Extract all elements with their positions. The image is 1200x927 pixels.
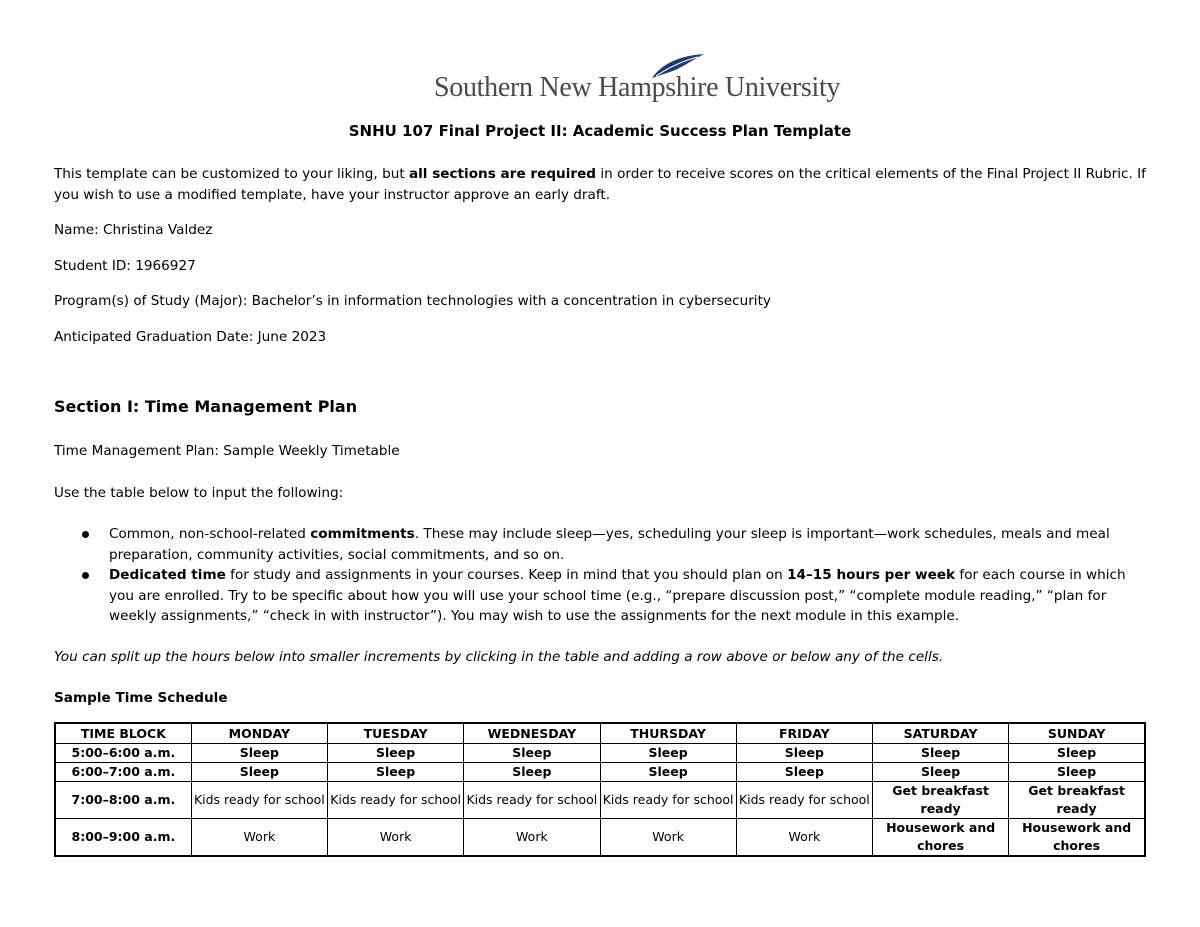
table-cell[interactable]: Sleep bbox=[736, 744, 872, 763]
bullet-bold: Dedicated time bbox=[109, 567, 226, 583]
header-cell: MONDAY bbox=[191, 723, 327, 744]
bullet-icon bbox=[82, 531, 89, 538]
table-cell[interactable]: Work bbox=[600, 819, 736, 857]
student-id-field: Student ID: 1966927 bbox=[54, 258, 196, 274]
header-cell: TIME BLOCK bbox=[55, 723, 191, 744]
table-cell[interactable]: Sleep bbox=[600, 744, 736, 763]
bullet-bold: commitments bbox=[310, 526, 415, 542]
table-cell[interactable]: 7:00–8:00 a.m. bbox=[55, 782, 191, 819]
bullet-list bbox=[54, 524, 1154, 627]
bullet-text: Common, non-school-related bbox=[109, 526, 311, 542]
list-item bbox=[54, 565, 1154, 627]
table-cell[interactable]: Sleep bbox=[328, 744, 464, 763]
list-item bbox=[54, 524, 1154, 565]
table-cell[interactable]: Get breakfast ready bbox=[873, 782, 1009, 819]
header-cell: WEDNESDAY bbox=[464, 723, 600, 744]
table-cell[interactable]: Kids ready for school bbox=[736, 782, 872, 819]
table-cell[interactable]: Kids ready for school bbox=[600, 782, 736, 819]
table-row bbox=[55, 782, 1145, 819]
table-cell[interactable]: Work bbox=[464, 819, 600, 857]
table-instruction: Use the table below to input the following: bbox=[54, 485, 344, 501]
intro-text-1: This template can be customized to your liking, but bbox=[54, 166, 409, 182]
table-cell[interactable]: 8:00–9:00 a.m. bbox=[55, 819, 191, 857]
header-cell: FRIDAY bbox=[736, 723, 872, 744]
bullet-text: . These may include sleep—yes, scheduling your sleep is important—work schedules, meals and meal preparation, community activities, social commitments, and so on. bbox=[109, 526, 1110, 563]
table-cell[interactable]: 5:00–6:00 a.m. bbox=[55, 744, 191, 763]
schedule-table bbox=[54, 722, 1146, 857]
table-cell[interactable]: Get breakfast ready bbox=[1009, 782, 1145, 819]
table-cell[interactable]: Sleep bbox=[328, 763, 464, 782]
graduation-field: Anticipated Graduation Date: June 2023 bbox=[54, 329, 327, 345]
table-cell[interactable]: Sleep bbox=[736, 763, 872, 782]
table-cell[interactable]: Kids ready for school bbox=[464, 782, 600, 819]
intro-bold: all sections are required bbox=[408, 166, 597, 182]
table-cell[interactable]: Housework and chores bbox=[873, 819, 1009, 857]
table-cell[interactable]: Sleep bbox=[1009, 744, 1145, 763]
name-field: Name: Christina Valdez bbox=[54, 222, 213, 238]
table-cell[interactable]: Kids ready for school bbox=[328, 782, 464, 819]
table-cell[interactable]: Sleep bbox=[191, 744, 327, 763]
table-row bbox=[55, 763, 1145, 782]
section-heading: Section I: Time Management Plan bbox=[54, 397, 358, 416]
logo-wordmark: Southern New Hampshire University bbox=[434, 72, 841, 103]
table-cell[interactable]: 6:00–7:00 a.m. bbox=[55, 763, 191, 782]
table-cell[interactable]: Sleep bbox=[600, 763, 736, 782]
table-cell[interactable]: Work bbox=[736, 819, 872, 857]
table-cell[interactable]: Work bbox=[191, 819, 327, 857]
header-cell: SUNDAY bbox=[1009, 723, 1145, 744]
table-header-row bbox=[55, 723, 1145, 744]
table-cell[interactable]: Kids ready for school bbox=[191, 782, 327, 819]
table-row bbox=[55, 744, 1145, 763]
table-cell[interactable]: Sleep bbox=[464, 763, 600, 782]
feather-icon bbox=[648, 52, 708, 80]
table-title: Sample Time Schedule bbox=[54, 690, 228, 706]
table-cell[interactable]: Sleep bbox=[191, 763, 327, 782]
university-logo bbox=[434, 52, 841, 108]
table-row bbox=[55, 819, 1145, 857]
table-cell[interactable]: Housework and chores bbox=[1009, 819, 1145, 857]
table-cell[interactable]: Sleep bbox=[873, 744, 1009, 763]
italic-note: You can split up the hours below into smaller increments by clicking in the table and adding a row above or below any of the cells. bbox=[54, 649, 944, 665]
table-cell[interactable]: Sleep bbox=[1009, 763, 1145, 782]
bullet-bold: 14–15 hours per week bbox=[787, 567, 956, 583]
bullet-text: for study and assignments in your courses. Keep in mind that you should plan on bbox=[225, 567, 788, 583]
bullet-icon bbox=[82, 572, 89, 579]
timetable-subheading: Time Management Plan: Sample Weekly Timetable bbox=[54, 443, 400, 459]
table-cell[interactable]: Sleep bbox=[464, 744, 600, 763]
intro-text-2: in order to receive scores on the critical elements of the Final Project II Rubric. If you wish to use a modified template, have your instructor approve an early draft. bbox=[54, 166, 1146, 203]
intro-paragraph bbox=[54, 164, 1154, 205]
document-title: SNHU 107 Final Project II: Academic Success Plan Template bbox=[348, 122, 852, 140]
header-cell: TUESDAY bbox=[328, 723, 464, 744]
header-cell: THURSDAY bbox=[600, 723, 736, 744]
program-field: Program(s) of Study (Major): Bachelor’s in information technologies with a concentration in cybersecurity bbox=[54, 293, 771, 309]
header-cell: SATURDAY bbox=[873, 723, 1009, 744]
table-cell[interactable]: Sleep bbox=[873, 763, 1009, 782]
table-cell[interactable]: Work bbox=[328, 819, 464, 857]
bullet-text: for each course in which you are enrolled. Try to be specific about how you will use your school time (e.g., “prepare discussion post,” “complete module reading,” “plan for weekly assignments,” “check in with instructor”). You may wish to use the assignments for the next module in this example. bbox=[109, 567, 1126, 624]
